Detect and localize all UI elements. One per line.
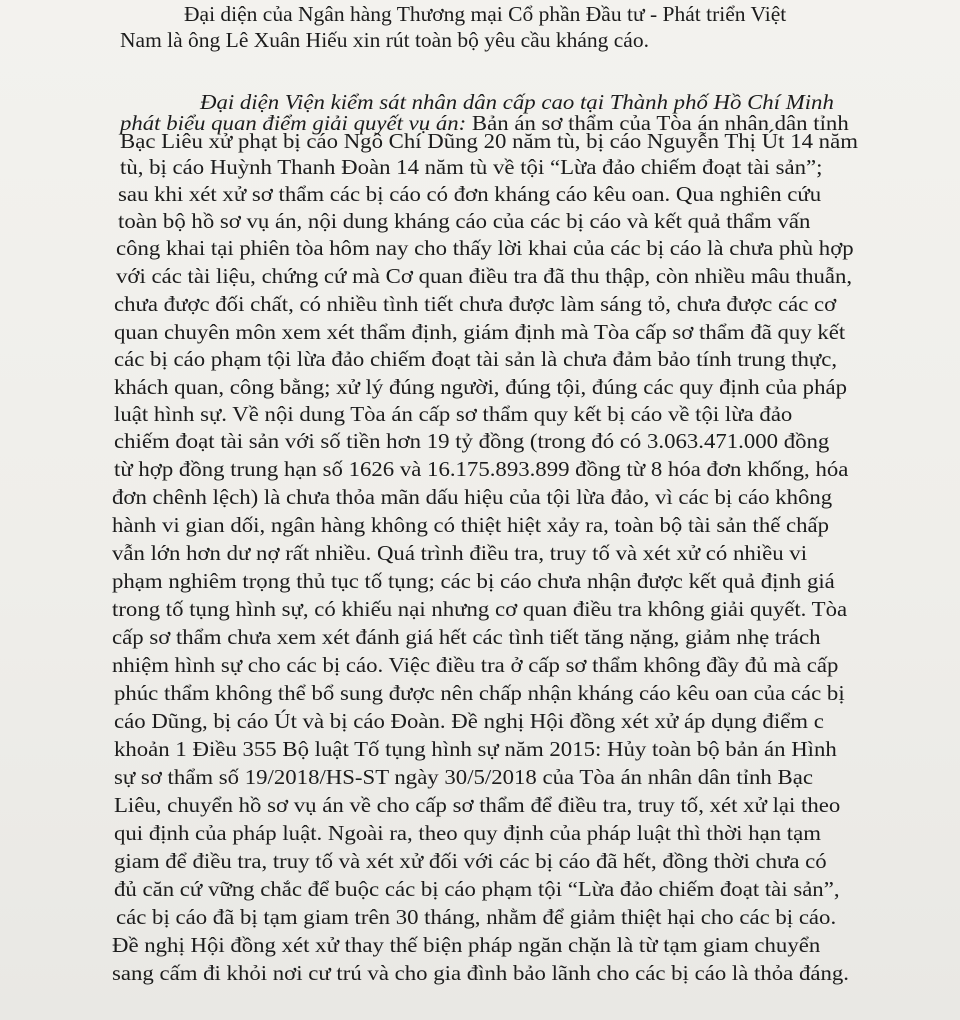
para2-line: đơn chênh lệch) là chưa thỏa mãn dấu hiệu của tội lừa đảo, vì các bị cáo không [112, 485, 833, 509]
procuracy-lead-continued: phát biểu quan điểm giải quyết vụ án: [120, 111, 467, 135]
para2-line: sang cấm đi khỏi nơi cư trú và cho gia đình bảo lãnh cho các bị cáo là thỏa đáng. [112, 961, 849, 985]
para2-line: quan chuyên môn xem xét thẩm định, giám định mà Tòa cấp sơ thẩm đã quy kết [114, 320, 846, 344]
para2-line: luật hình sự. Về nội dung Tòa án cấp sơ thẩm quy kết bị cáo về tội lừa đảo [114, 402, 793, 426]
procuracy-lead: Đại diện Viện kiểm sát nhân dân cấp cao tại Thành phố Hồ Chí Minh [200, 90, 834, 114]
para2-line-rest: Bản án sơ thẩm của Tòa án nhân dân tỉnh [466, 111, 849, 135]
para2-line: sự sơ thẩm số 19/2018/HS-ST ngày 30/5/2018 của Tòa án nhân dân tỉnh Bạc [114, 765, 813, 789]
para2-line: các bị cáo phạm tội lừa đảo chiếm đoạt tài sản là chưa đảm bảo tính trung thực, [114, 347, 838, 371]
para2-line: trong tố tụng hình sự, có khiếu nại nhưng cơ quan điều tra không giải quyết. Tòa [112, 597, 848, 621]
para2-line: với các tài liệu, chứng cứ mà Cơ quan điều tra đã thu thập, còn nhiều mâu thuẫn, [116, 264, 853, 288]
para2-line: hành vi gian dối, ngân hàng không có thiệt hiệt xảy ra, toàn bộ tài sản thế chấp [112, 513, 830, 537]
para2-line: chiếm đoạt tài sản với số tiền hơn 19 tỷ đồng (trong đó có 3.063.471.000 đồng [114, 429, 830, 453]
para1-line: Nam là ông Lê Xuân Hiếu xin rút toàn bộ yêu cầu kháng cáo. [120, 28, 649, 52]
para2-line: tù, bị cáo Huỳnh Thanh Đoàn 14 năm tù về tội “Lừa đảo chiếm đoạt tài sản”; [120, 155, 823, 179]
para2-line: khách quan, công bằng; xử lý đúng người, đúng tội, đúng các quy định của pháp [114, 375, 847, 399]
para2-line: Đề nghị Hội đồng xét xử thay thế biện pháp ngăn chặn là từ tạm giam chuyển [112, 933, 821, 957]
para2-line: cáo Dũng, bị cáo Út và bị cáo Đoàn. Đề nghị Hội đồng xét xử áp dụng điểm c [114, 709, 824, 733]
para2-line: vẫn lớn hơn dư nợ rất nhiều. Quá trình điều tra, truy tố và xét xử có nhiều vi [112, 541, 808, 565]
para2-line: toàn bộ hồ sơ vụ án, nội dung kháng cáo của các bị cáo và kết quả thẩm vấn [118, 209, 811, 233]
para2-line: qui định của pháp luật. Ngoài ra, theo quy định của pháp luật thì thời hạn tạm [114, 821, 821, 845]
para2-line: phúc thẩm không thể bổ sung được nên chấp nhận kháng cáo kêu oan của các bị [114, 681, 845, 705]
para2-line: cấp sơ thẩm chưa xem xét đánh giá hết các tình tiết tăng nặng, giảm nhẹ trách [112, 625, 821, 649]
para2-line: phạm nghiêm trọng thủ tục tố tụng; các bị cáo chưa nhận được kết quả định giá [112, 569, 835, 593]
para2-line: sau khi xét xử sơ thẩm các bị cáo có đơn kháng cáo kêu oan. Qua nghiên cứu [118, 182, 822, 206]
para2-line: Bạc Liêu xử phạt bị cáo Ngô Chí Dũng 20 năm tù, bị cáo Nguyễn Thị Út 14 năm [120, 129, 858, 153]
para1-line: Đại diện của Ngân hàng Thương mại Cổ phần Đầu tư - Phát triển Việt [184, 2, 787, 26]
para2-line: đủ căn cứ vững chắc để buộc các bị cáo phạm tội “Lừa đảo chiếm đoạt tài sản”, [114, 877, 840, 901]
para2-line: các bị cáo đã bị tạm giam trên 30 tháng, nhằm để giảm thiệt hại cho các bị cáo. [116, 905, 837, 929]
para2-line: công khai tại phiên tòa hôm nay cho thấy lời khai của các bị cáo là chưa phù hợp [116, 236, 854, 260]
para2-line: nhiệm hình sự cho các bị cáo. Việc điều tra ở cấp sơ thẩm không đầy đủ mà cấp [112, 653, 839, 677]
para2-line: giam để điều tra, truy tố và xét xử đối với các bị cáo đã hết, đồng thời chưa có [114, 849, 827, 873]
para2-line: chưa được đối chất, có nhiều tình tiết chưa được làm sáng tỏ, chưa được các cơ [114, 292, 837, 316]
para2-line: từ hợp đồng trung hạn số 1626 và 16.175.893.899 đồng từ 8 hóa đơn khống, hóa [114, 457, 849, 481]
para2-line: khoản 1 Điều 355 Bộ luật Tố tụng hình sự năm 2015: Hủy toàn bộ bản án Hình [114, 737, 837, 761]
para2-line: Liêu, chuyển hồ sơ vụ án về cho cấp sơ thẩm để điều tra, truy tố, xét xử lại theo [114, 793, 841, 817]
